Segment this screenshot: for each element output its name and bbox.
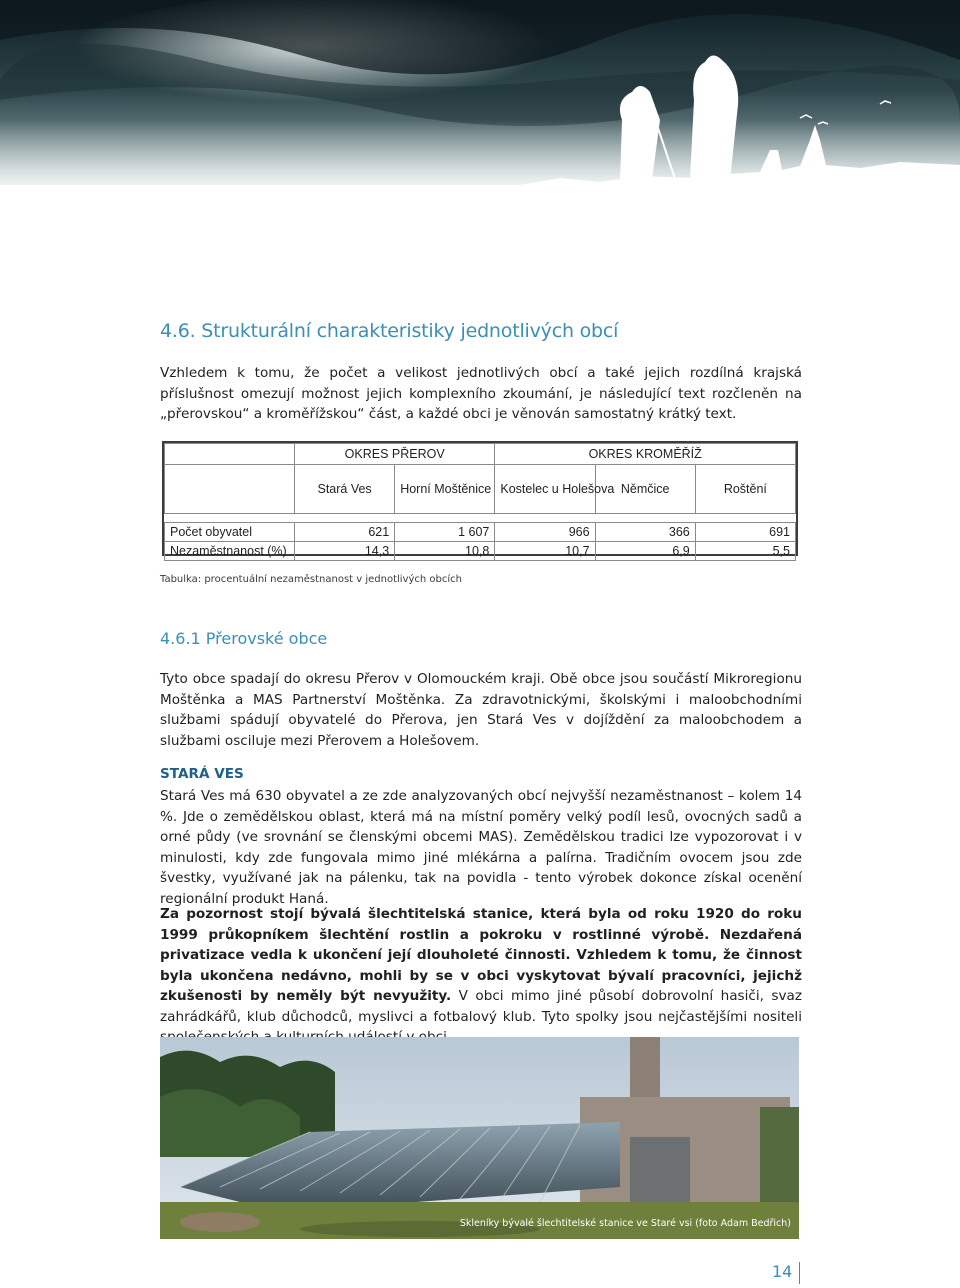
- subsection-title: 4.6.1 Přerovské obce: [160, 629, 328, 648]
- column-header: Kostelec u Holešova: [495, 465, 595, 514]
- regular-text: V obci mimo jiné působí dobrovolní hasiči, svaz zahrádkářů, klub důchodců, myslivci a fotbalový klub. Tyto spolky jsou nejčastějšími nositeli: [160, 988, 803, 1025]
- table-caption: Tabulka: procentuální nezaměstnanost v jednotlivých obcích: [160, 574, 463, 585]
- column-header: Roštění: [695, 465, 795, 514]
- district-header-kromeriz: OKRES KROMĚŘÍŽ: [495, 444, 796, 465]
- table-cell: 691: [695, 523, 795, 542]
- municipality-statistics-table: [162, 441, 798, 556]
- table-spacer: [165, 514, 796, 523]
- table-corner-cell: [165, 444, 295, 465]
- table-row: [165, 523, 796, 542]
- table-cell: 5,5: [695, 542, 795, 561]
- district-header-prerov: OKRES PŘEROV: [295, 444, 495, 465]
- column-header: Němčice: [595, 465, 695, 514]
- table-cell: 14,3: [295, 542, 395, 561]
- column-header: Stará Ves: [295, 465, 395, 514]
- section-title: 4.6. Strukturální charakteristiky jednotlivých obcí: [160, 320, 619, 342]
- village-paragraph: Stará Ves má 630 obyvatel a ze zde analyzovaných obcí nejvyšší nezaměstnanost – kolem 14 %. Jde o zemědělskou oblast, která má na místní poměry velký podíl lesů, ovocných sadů a orné půdy (ve srovnání se členskými obcemi MAS). Zemědělskou tradici lze vypozorovat i v minulosti, kdy zde fungovala mimo jiné mlékárna a palírna. Tradičním ovocem jsou zde švestky, využívané jak na pálenku, tak na povidla - tento výrobek dokonce získal ocenění regionální produkt Haná.: [160, 788, 802, 907]
- page-number-divider: [799, 1262, 800, 1284]
- greenhouse-photo: [160, 1037, 799, 1239]
- table-row: [165, 542, 796, 561]
- bold-text: Za pozornost stojí bývalá šlechtitelská stanice, která byla od roku 1920 do roku 1999 průkopníkem šlechtění rostlin a pokroku v rostlinné výrobě. Nezdařená privatizace vedla k ukončení její dlouholeté činnosti. Vzhledem k tomu, že činnost byla ukončena nedávno, mohli by se v obci vyskytovat bývalí pracovníci, jejichž zkušenosti by neměly být nevyužity.: [160, 906, 802, 1004]
- table-cell: 6,9: [595, 542, 695, 561]
- subsection-paragraph: Tyto obce spadají do okresu Přerov v Olomouckém kraji. Obě obce jsou součástí Mikroregionu Moštěnka a MAS Partnerství Moštěnka. Za zdravotnickými, školskými i maloobchodními službami spádují obyvatelé do Přerova, jen Stará Ves v dojíždění za maloobchodem a službami osciluje mezi Přerovem a Holešovem.: [160, 671, 802, 749]
- table-cell: 10,8: [395, 542, 495, 561]
- header-banner-image: [0, 0, 960, 200]
- photo-caption: Skleníky bývalé šlechtitelské stanice ve Staré vsi (foto Adam Bedřich): [459, 1218, 791, 1229]
- row-label: Počet obyvatel: [165, 523, 295, 542]
- table-empty-cell: [165, 465, 295, 514]
- table-cell: 366: [595, 523, 695, 542]
- table-cell: 966: [495, 523, 595, 542]
- page-number: 14: [772, 1262, 793, 1281]
- table-cell: 10,7: [495, 542, 595, 561]
- table-cell: 621: [295, 523, 395, 542]
- intro-paragraph: Vzhledem k tomu, že počet a velikost jednotlivých obcí a také jejich rozdílná krajská příslušnost omezují možnost jejich komplexního zkoumání, je následující text rozčleněn na „přerovskou“ a kroměřížskou“ část, a každé obci je věnován samostatný krátký text.: [160, 365, 802, 422]
- breeding-station-paragraph: [160, 904, 802, 1048]
- village-heading: STARÁ VES: [160, 766, 244, 782]
- column-header: Horní Moštěnice: [395, 465, 495, 514]
- table-cell: 1 607: [395, 523, 495, 542]
- row-label: Nezaměstnanost (%): [165, 542, 295, 561]
